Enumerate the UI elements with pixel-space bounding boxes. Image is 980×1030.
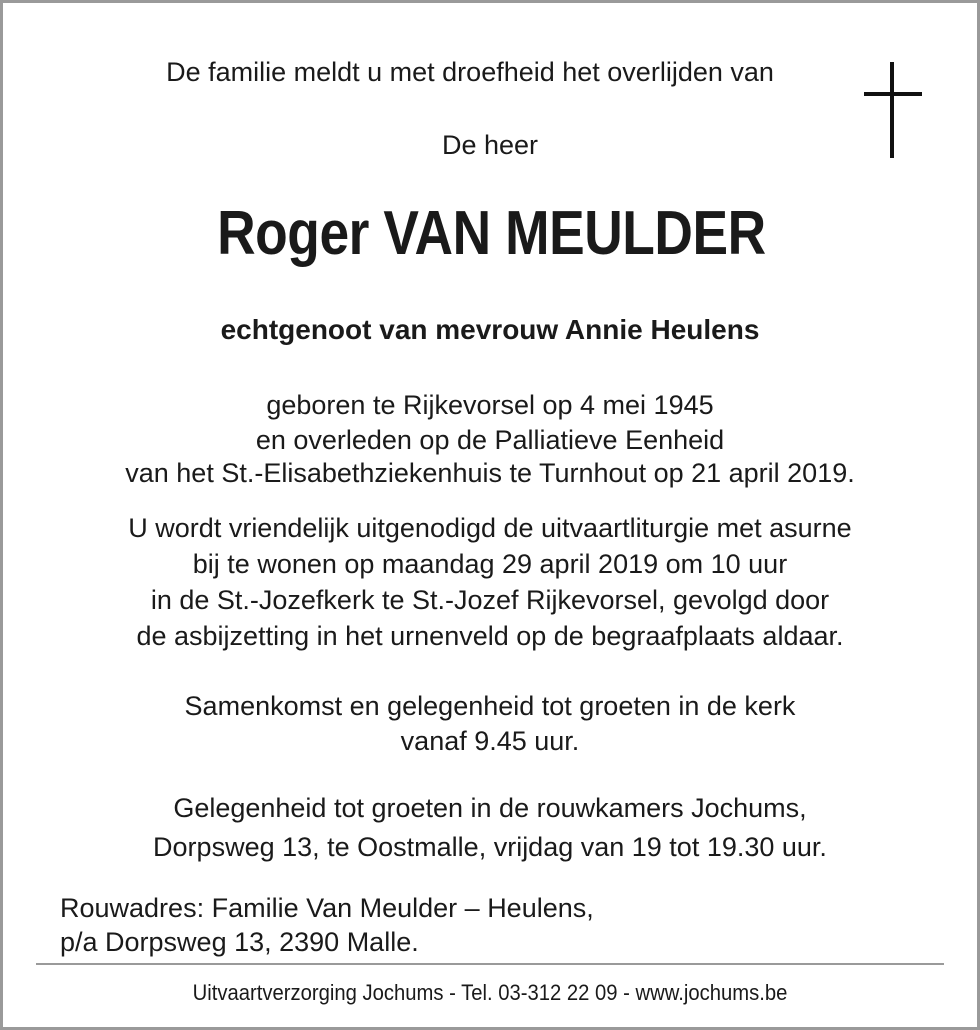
spouse-text: echtgenoot van mevrouw Annie Heulens <box>220 314 760 345</box>
footer-text: Uitvaartverzorging Jochums - Tel. 03-312 22 09 - www.jochums.be <box>192 980 788 1005</box>
funeral-line: bij te wonen op maandag 29 april 2019 om 10 uur <box>192 549 788 579</box>
address-line: Rouwadres: Familie Van Meulder – Heulens, <box>60 893 594 923</box>
funeral-line: de asbijzetting in het urnenveld op de begraafplaats aldaar. <box>136 621 844 651</box>
title-text: De heer <box>441 130 539 160</box>
gathering-line: Samenkomst en gelegenheid tot groeten in de kerk <box>184 691 796 721</box>
funeral-line: U wordt vriendelijk uitgenodigd de uitvaartliturgie met asurne <box>128 513 852 543</box>
viewing-line: Dorpsweg 13, te Oostmalle, vrijdag van 19 tot 19.30 uur. <box>153 832 827 862</box>
viewing-line: Gelegenheid tot groeten in de rouwkamers Jochums, <box>173 793 807 823</box>
birth-death-line: en overleden op de Palliatieve Eenheid <box>255 425 725 455</box>
deceased-name: Roger VAN MEULDER <box>217 199 766 268</box>
birth-death-line: geboren te Rijkevorsel op 4 mei 1945 <box>266 390 714 420</box>
divider <box>36 963 944 965</box>
intro-text: De familie meldt u met droefheid het overlijden van <box>166 57 774 87</box>
address-line: p/a Dorpsweg 13, 2390 Malle. <box>60 927 419 957</box>
gathering-line: vanaf 9.45 uur. <box>400 726 580 756</box>
funeral-line: in de St.-Jozefkerk te St.-Jozef Rijkevorsel, gevolgd door <box>150 585 830 615</box>
birth-death-line: van het St.-Elisabethziekenhuis te Turnhout op 21 april 2019. <box>125 458 855 488</box>
